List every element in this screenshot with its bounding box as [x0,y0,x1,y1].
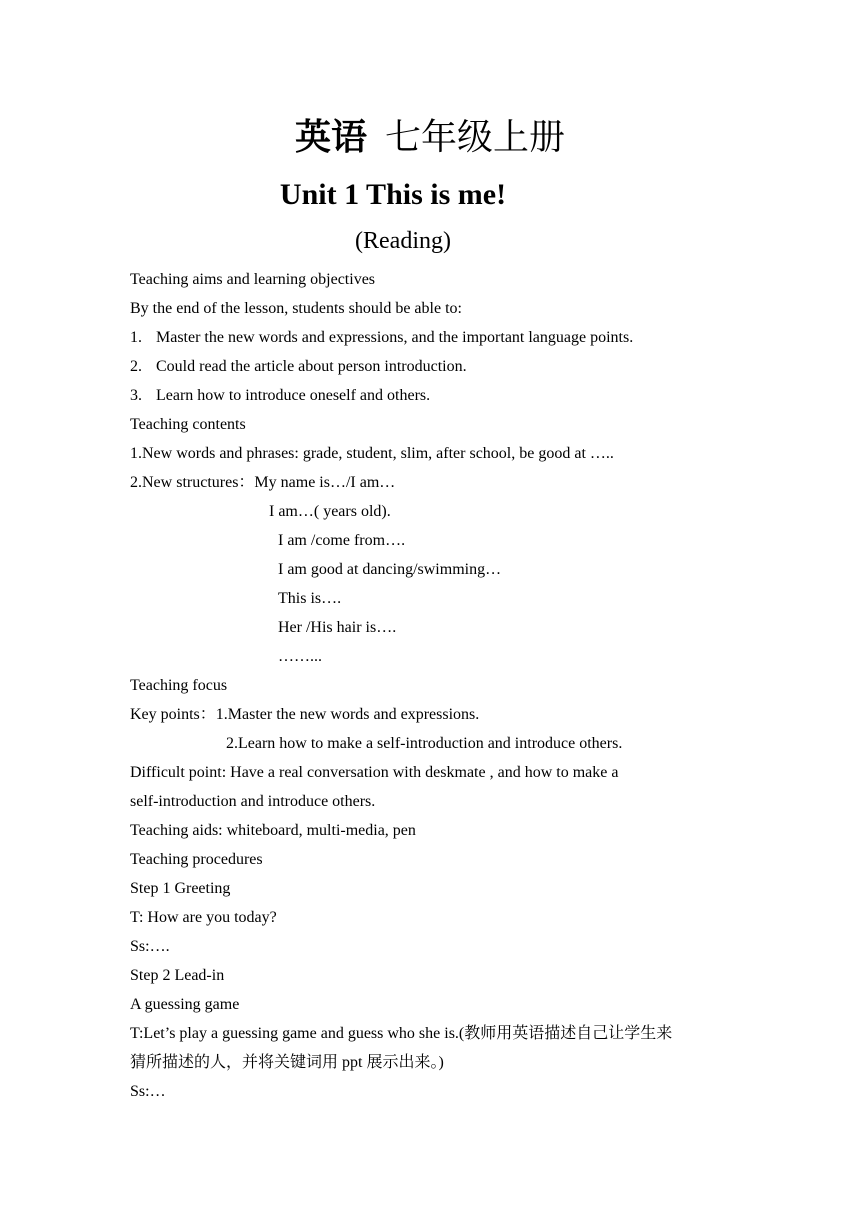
aims-item-text: Learn how to introduce oneself and others. [156,387,431,404]
structure-line: I am…( years old). [269,503,391,520]
section-subtitle: (Reading) [355,228,451,254]
aims-item [130,352,770,381]
lesson-plan-body [130,265,770,1106]
new-words-line: 1.New words and phrases: grade, student, slim, after school, be good at ….. [130,445,614,462]
contents-heading: Teaching contents [130,416,246,433]
key-points-line: Key points：1.Master the new words and expressions. [130,706,480,723]
subject-title: 英语 [294,117,367,157]
students-line: Ss:… [130,1083,166,1100]
procedures-heading: Teaching procedures [130,851,263,868]
aims-item-text: Could read the article about person introduction. [156,358,467,375]
structure-line: Her /His hair is…. [278,619,397,636]
aims-item-number: 3. [130,387,142,404]
difficult-point-line: Difficult point: Have a real conversation with deskmate , and how to make a [130,764,619,781]
teaching-aids: Teaching aids: whiteboard, multi-media, pen [130,822,416,839]
structure-line: This is…. [278,590,342,607]
students-line: Ss:…. [130,938,170,955]
aims-heading: Teaching aims and learning objectives [130,271,376,288]
document-title-chinese [0,112,860,162]
teacher-guessing-line-continued: 猜所描述的人，并将关键词用 ppt 展示出来。) [130,1054,444,1071]
grade-title: 七年级上册 [385,117,566,157]
aims-item [130,323,770,352]
step-2-heading: Step 2 Lead-in [130,967,225,984]
key-point-2: 2.Learn how to make a self-introduction and introduce others. [226,735,623,752]
structure-line: I am good at dancing/swimming… [278,561,502,578]
aims-item-number: 1. [130,329,142,346]
structure-line: ……... [278,648,322,665]
step-1-heading: Step 1 Greeting [130,880,231,897]
unit-title: Unit 1 This is me! [279,178,507,211]
guessing-game-label: A guessing game [130,996,240,1013]
aims-item-number: 2. [130,358,142,375]
new-structures-label: 2.New structures：My name is…/I am… [130,474,396,491]
difficult-point-continued: self-introduction and introduce others. [130,793,376,810]
aims-item-text: Master the new words and expressions, and the important language points. [156,329,634,346]
teacher-line: T: How are you today? [130,909,277,926]
teacher-guessing-line: T:Let’s play a guessing game and guess who she is.(教师用英语描述自己让学生来 [130,1025,673,1042]
structure-line: I am /come from…. [278,532,406,549]
aims-intro: By the end of the lesson, students should be able to: [130,300,462,317]
focus-heading: Teaching focus [130,677,228,694]
aims-item [130,381,770,410]
